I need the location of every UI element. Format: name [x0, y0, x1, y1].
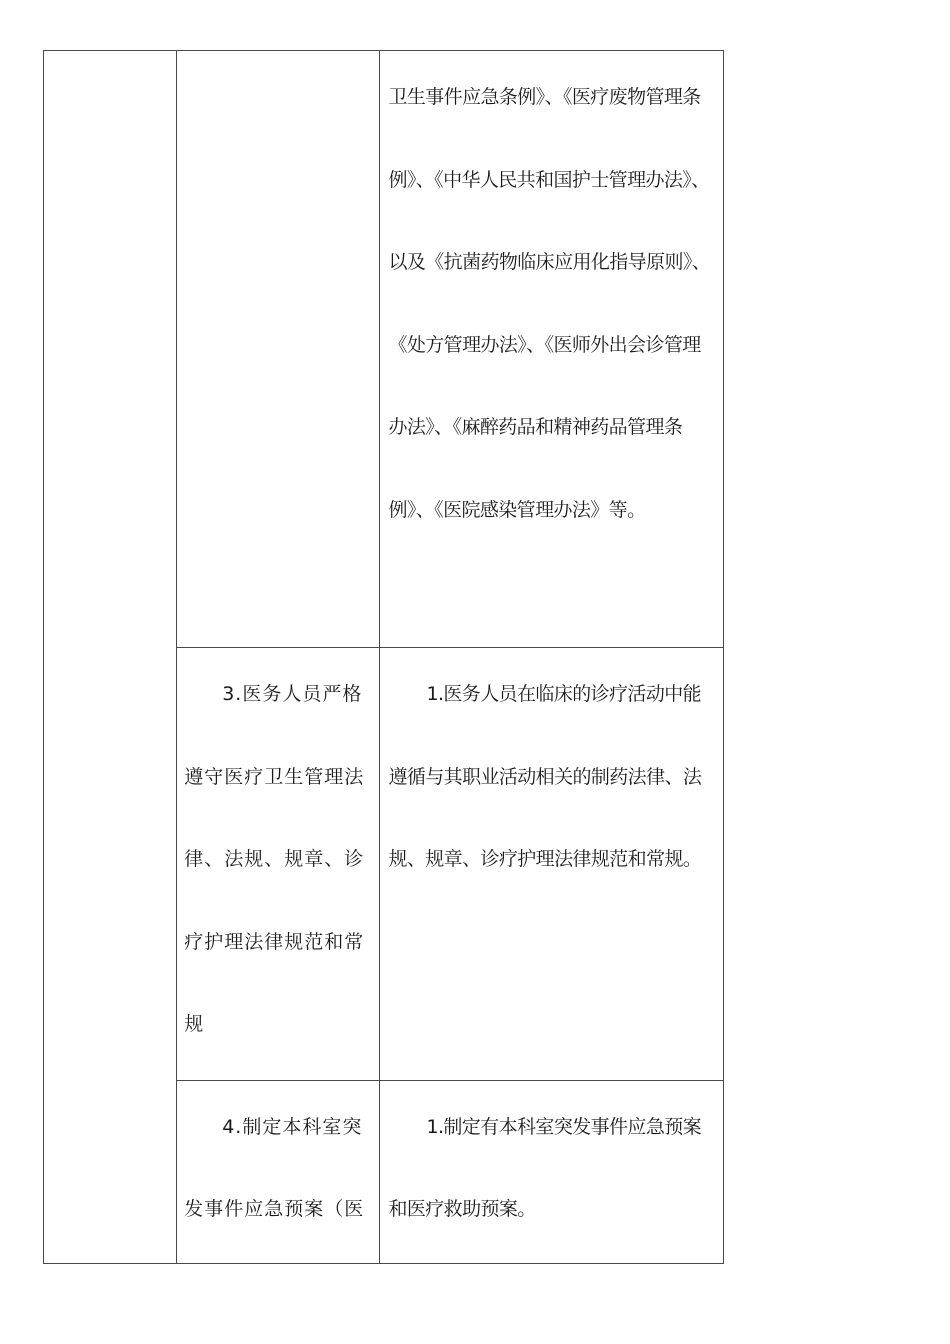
assessment-table [43, 50, 724, 1264]
criterion-cell [177, 51, 380, 648]
detail-cell [380, 648, 724, 1080]
criterion-text: 3.医务人员严格遵守医疗卫生管理法律、法规、规章、诊疗护理法律规范和常规 [184, 683, 365, 1036]
detail-text: 1.制定有本科室突发事件应急预案和医疗救助预案。 [388, 1115, 702, 1221]
detail-cell [380, 1080, 724, 1263]
detail-text: 卫生事件应急条例》、《医疗废物管理条例》、《中华人民共和国护士管理办法》、以及《抗菌药物临床应用化指导原则》、《处方管理办法》、《医师外出会诊管理办法》、《麻醉药品和精神药品管理条例》、《医院感染管理办法》等。 [388, 86, 711, 521]
detail-text: 1.医务人员在临床的诊疗活动中能遵循与其职业活动相关的制药法律、法规、规章、诊疗护理法律规范和常规。 [388, 683, 702, 871]
criterion-cell [177, 648, 380, 1080]
criterion-cell [177, 1080, 380, 1263]
table-row [44, 51, 724, 648]
category-cell [44, 51, 177, 1264]
criterion-text: 4.制定本科室突发事件应急预案（医 [184, 1115, 365, 1221]
detail-cell [380, 51, 724, 648]
criterion-text [177, 51, 379, 56]
